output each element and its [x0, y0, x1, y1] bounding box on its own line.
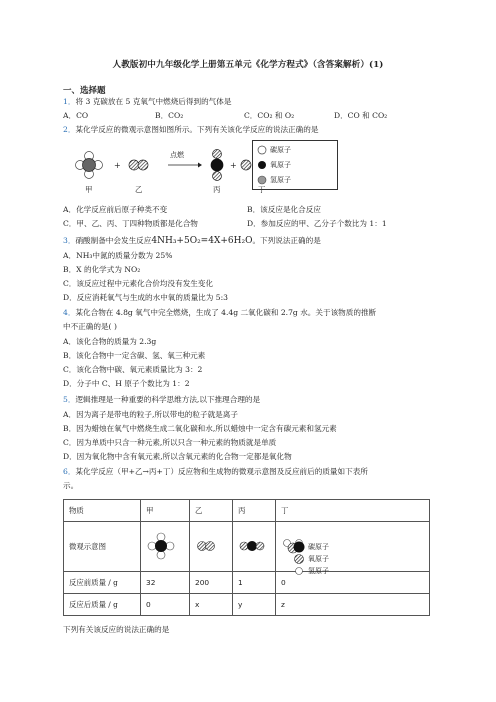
q1-option-c: C．CO₂ 和 O₂	[244, 111, 295, 120]
q4-option-c: C．该化合物中碳、氧元素质量比为 3：2	[63, 365, 203, 374]
q5-option-b: B．因为蜡烛在氧气中燃烧生成二氧化碳和水,所以蜡烛中一定含有碳元素和氢元素	[63, 424, 337, 433]
legend-item-hydrogen: 氢原子	[257, 175, 291, 185]
molecule-yi	[129, 160, 148, 170]
q5-option-a: A．因为离子是带电的粒子,所以带电的粒子就是离子	[63, 410, 238, 419]
q4-option-b: B．该化合物中一定含碳、氢、氧三种元素	[63, 351, 206, 360]
reaction-molecules-svg	[72, 146, 252, 196]
question-6-stem: 6．某化学反应（甲+乙→丙+丁）反应物和生成物的微观示意图及反应前后的质量如下表所	[63, 467, 368, 476]
question-3-stem: 3．硝酸制备中会发生反应4NH₃+5O₂=4X+6H₂O。下列说法正确的是	[63, 236, 321, 246]
chemical-equation: 4NH₃+5O₂=4X+6H₂O	[151, 236, 253, 246]
oxygen-atom-icon	[292, 553, 306, 565]
svg-text:+: +	[114, 161, 121, 170]
question-number: 5．	[63, 395, 76, 404]
question-5-stem: 5．逻辑推理是一种重要的科学思维方法,以下推理合理的是	[63, 395, 261, 404]
cell-jia-diagram	[141, 522, 190, 572]
question-number: 4．	[63, 308, 76, 317]
molecule-jia-icon	[146, 531, 176, 561]
q6-footer: 下列有关该反应的说法正确的是	[63, 625, 170, 634]
question-number: 6．	[63, 467, 76, 476]
q2-option-b: B．该反应是化合反应	[247, 205, 321, 214]
oxygen-atom-icon	[257, 160, 267, 170]
section-title: 一、选择题	[63, 86, 106, 96]
q2-legend	[252, 140, 338, 190]
q1-option-a: A．CO	[63, 111, 89, 120]
q2-option-a: A．化学反应前后原子种类不变	[63, 205, 168, 214]
carbon-atom-icon	[292, 541, 306, 553]
q5-option-c: C．因为单质中只含一种元素,所以只含一种元素的物质就是单质	[63, 438, 277, 447]
q3-option-c: C．该反应过程中元素化合价均没有发生变化	[63, 279, 214, 288]
label-bing: 丙	[213, 185, 221, 194]
molecule-bing	[211, 150, 223, 181]
question-4-stem: 4．某化合物在 4.8g 氧气中完全燃烧，生成了 4.4g 二氧化碳和 2.7g 水。关于该物质的推断	[63, 308, 377, 317]
legend-item-oxygen: 氧原子	[257, 160, 291, 170]
question-number: 3．	[63, 236, 76, 245]
question-6-stem-line2: 示。	[63, 481, 79, 490]
q2-option-d: D．参加反应的甲、乙分子个数比为 1：1	[247, 219, 387, 228]
q2-option-c: C．甲、乙、丙、丁四种物质都是化合物	[63, 219, 198, 228]
question-1-stem: 1．将 3 克碳放在 5 克氧气中燃烧后得到的气体是	[63, 97, 232, 106]
q6-legend	[292, 541, 329, 577]
q5-option-d: D．因为氧化物中含有氧元素,所以含氧元素的化合物一定都是氧化物	[63, 452, 292, 461]
q6-data-table	[63, 499, 430, 616]
legend-item-oxygen: 氧原子	[292, 553, 329, 565]
molecule-ding	[241, 160, 251, 170]
question-number: 1．	[63, 97, 76, 106]
legend-item-hydrogen: 氢原子	[292, 565, 329, 577]
question-2-stem: 2．某化学反应的微观示意图如图所示。下列有关该化学反应的说法正确的是	[63, 125, 319, 134]
molecule-jia	[76, 152, 103, 179]
table-row-before: 反应前质量 / g 32 200 1 0	[64, 572, 430, 594]
q2-reaction-diagram	[72, 146, 266, 200]
hydrogen-atom-icon	[257, 175, 267, 185]
table-row-diagram: 微观示意图	[64, 522, 430, 572]
q3-option-a: A．NH₃中氮的质量分数为 25%	[63, 251, 173, 260]
question-4-stem-line2: 中不正确的是( )	[63, 322, 117, 331]
label-jia: 甲	[85, 185, 93, 194]
q4-option-d: D．分子中 C、H 原子个数比为 1：2	[63, 379, 190, 388]
cell-yi-diagram	[190, 522, 233, 572]
hydrogen-atom-icon	[292, 565, 306, 577]
table-row-header: 物质 甲 乙 丙 丁	[64, 500, 430, 522]
carbon-atom-icon	[257, 145, 267, 155]
label-ding: 丁	[258, 185, 266, 194]
label-yi: 乙	[135, 185, 143, 194]
molecule-bing-icon	[238, 539, 266, 553]
q3-option-d: D．反应消耗氧气与生成的水中氧的质量比为 5:3	[63, 293, 229, 302]
q4-option-a: A．该化合物的质量为 2.3g	[63, 337, 157, 346]
legend-item-carbon: 碳原子	[292, 541, 329, 553]
q1-option-b: B．CO₂	[155, 111, 184, 120]
question-number: 2．	[63, 125, 76, 134]
legend-item-carbon: 碳原子	[257, 145, 291, 155]
table-row-after: 反应后质量 / g 0 x y z	[64, 594, 430, 616]
q3-option-b: B．X 的化学式为 NO₂	[63, 265, 141, 274]
q1-option-d: D．CO 和 CO₂	[334, 111, 388, 120]
document-title: 人教版初中九年级化学上册第五单元《化学方程式》（含答案解析）(1)	[112, 60, 384, 70]
svg-text:+: +	[230, 161, 237, 170]
cell-bing-diagram	[233, 522, 276, 572]
molecule-yi-icon	[195, 539, 219, 553]
reaction-condition: 点燃	[170, 151, 184, 159]
